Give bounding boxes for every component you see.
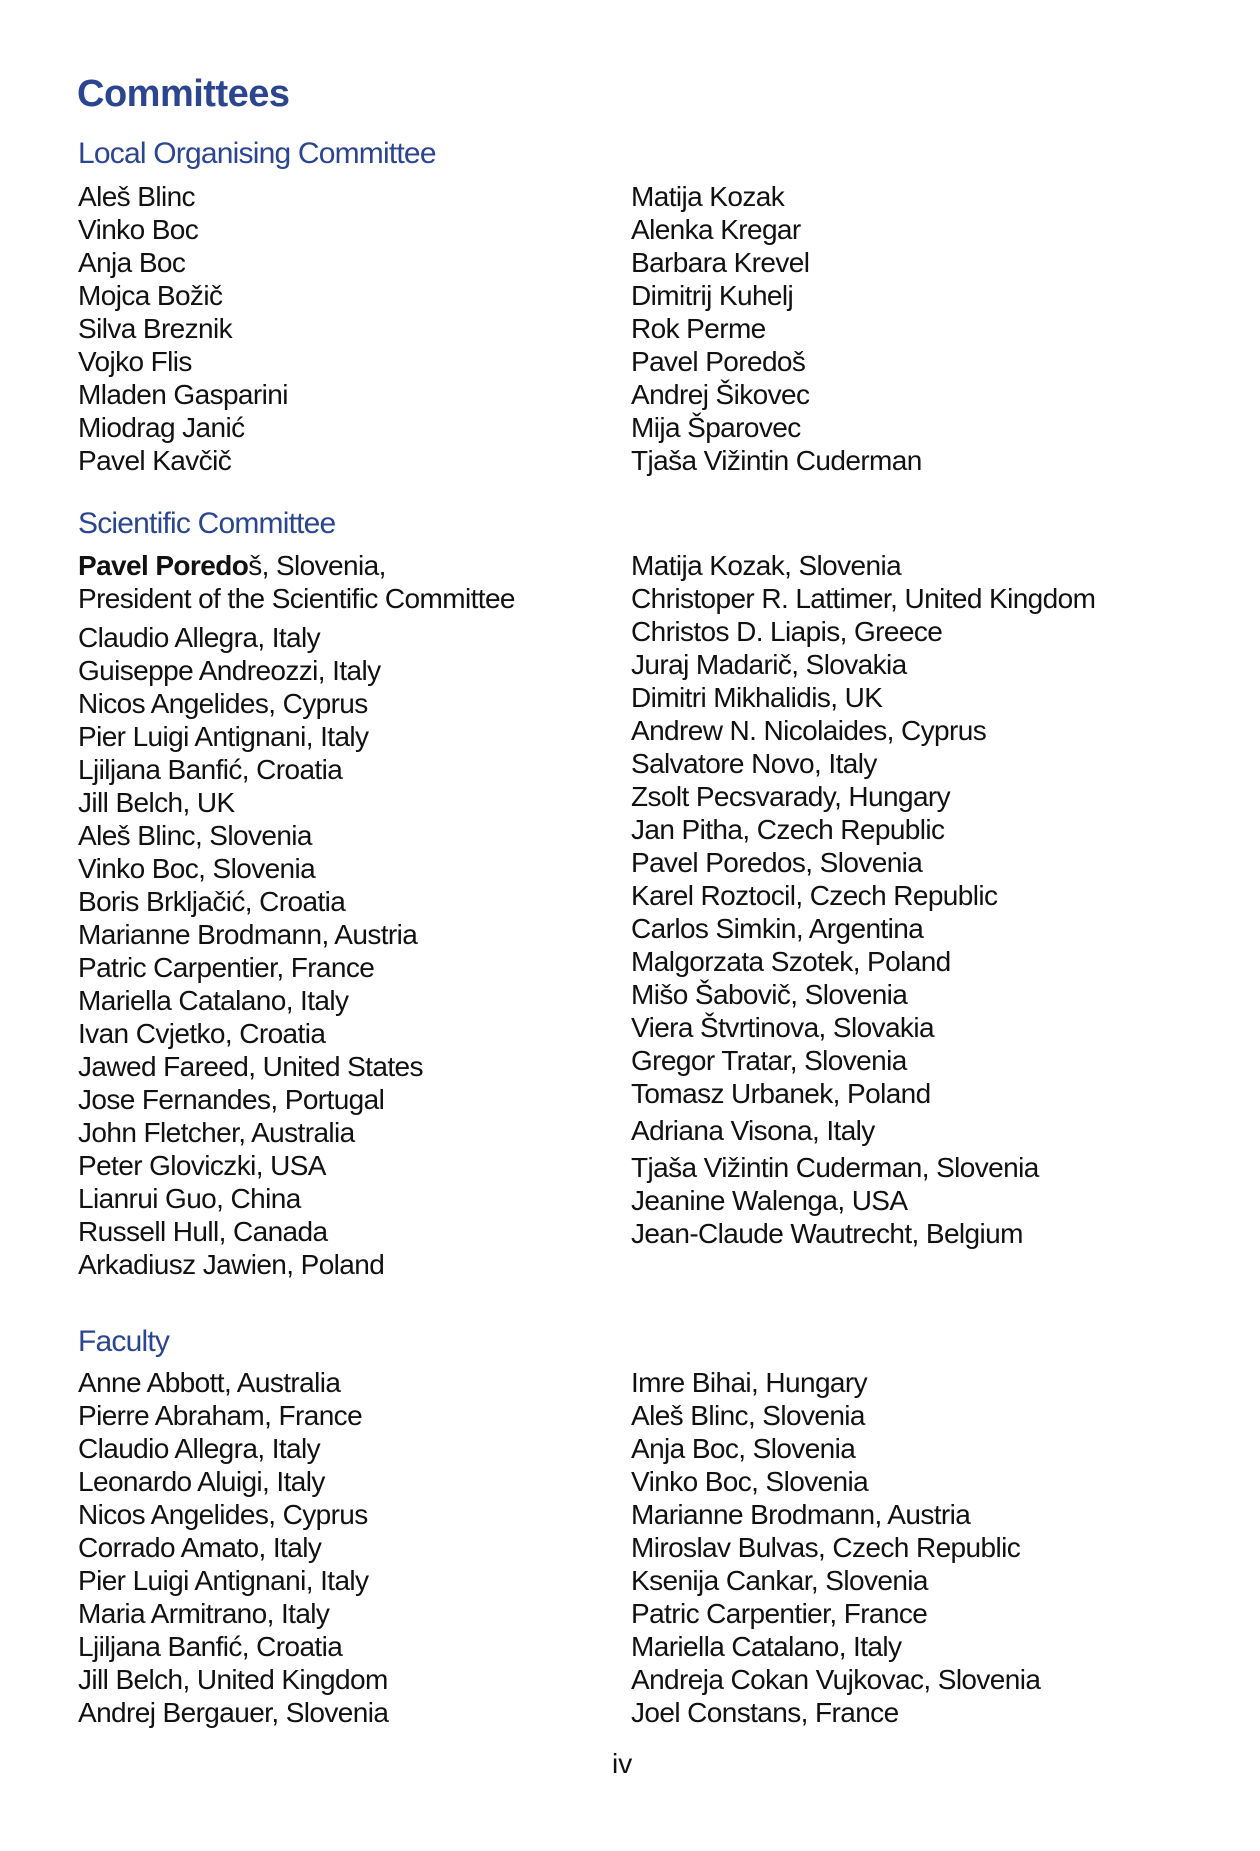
list-item: Tjaša Vižintin Cuderman, Slovenia — [631, 1152, 1039, 1183]
list-item: Andreja Cokan Vujkovac, Slovenia — [631, 1664, 1041, 1695]
list-item: Ivan Cvjetko, Croatia — [78, 1018, 326, 1049]
president-country: , Slovenia, — [261, 550, 386, 581]
list-item: Jill Belch, UK — [78, 787, 235, 818]
list-item: Andrej Bergauer, Slovenia — [78, 1697, 389, 1728]
list-item: Claudio Allegra, Italy — [78, 622, 321, 653]
scientific-right-column — [631, 549, 1095, 1250]
scientific-left-column — [78, 549, 515, 620]
loc-left-column — [78, 180, 288, 477]
list-item: Dimitri Mikhalidis, UK — [631, 682, 883, 713]
list-item: Ljiljana Banfić, Croatia — [78, 1631, 343, 1662]
list-item: Patric Carpentier, France — [631, 1598, 928, 1629]
list-item: Silva Breznik — [78, 313, 233, 344]
list-item: Gregor Tratar, Slovenia — [631, 1045, 907, 1076]
list-item: Jose Fernandes, Portugal — [78, 1084, 385, 1115]
list-item: Karel Roztocil, Czech Republic — [631, 880, 998, 911]
list-item: Imre Bihai, Hungary — [631, 1367, 868, 1398]
list-item: Mojca Božič — [78, 280, 223, 311]
list-item: Marianne Brodmann, Austria — [631, 1499, 971, 1530]
list-item: Miroslav Bulvas, Czech Republic — [631, 1532, 1021, 1563]
faculty-left-column — [78, 1366, 388, 1729]
list-item: Leonardo Aluigi, Italy — [78, 1466, 325, 1497]
list-item: John Fletcher, Australia — [78, 1117, 355, 1148]
list-item: Ljiljana Banfić, Croatia — [78, 754, 343, 785]
list-item: Anja Boc — [78, 247, 186, 278]
list-item: Jill Belch, United Kingdom — [78, 1664, 388, 1695]
list-item: Anne Abbott, Australia — [78, 1367, 341, 1398]
list-item: Pavel Poredoš — [631, 346, 806, 377]
list-item: Pier Luigi Antignani, Italy — [78, 721, 369, 752]
list-item: Jan Pitha, Czech Republic — [631, 814, 945, 845]
list-item: Pierre Abraham, France — [78, 1400, 363, 1431]
list-item: Pavel Kavčič — [78, 445, 232, 476]
list-item: Nicos Angelides, Cyprus — [78, 1499, 368, 1530]
list-item: Salvatore Novo, Italy — [631, 748, 877, 779]
list-item: Vojko Flis — [78, 346, 192, 377]
list-item: Boris Brkljačić, Croatia — [78, 886, 346, 917]
list-item: Pier Luigi Antignani, Italy — [78, 1565, 369, 1596]
list-item: Viera Štvrtinova, Slovakia — [631, 1012, 934, 1043]
list-item: Zsolt Pecsvarady, Hungary — [631, 781, 951, 812]
list-item: Tomasz Urbanek, Poland — [631, 1078, 931, 1109]
list-item: Marianne Brodmann, Austria — [78, 919, 418, 950]
list-item: Peter Gloviczki, USA — [78, 1150, 326, 1181]
list-item: Mladen Gasparini — [78, 379, 288, 410]
list-item: Vinko Boc, Slovenia — [78, 853, 316, 884]
list-item: Matija Kozak, Slovenia — [631, 550, 902, 581]
list-item: Claudio Allegra, Italy — [78, 1433, 321, 1464]
list-item: Russell Hull, Canada — [78, 1216, 328, 1247]
list-item: Lianrui Guo, China — [78, 1183, 301, 1214]
loc-right-column — [631, 180, 922, 477]
list-item: Jeanine Walenga, USA — [631, 1185, 908, 1216]
list-item: Aleš Blinc — [78, 181, 195, 212]
list-item: Mariella Catalano, Italy — [631, 1631, 902, 1662]
list-item: Pavel Poredos, Slovenia — [631, 847, 923, 878]
list-item: Christos D. Liapis, Greece — [631, 616, 943, 647]
list-item: Anja Boc, Slovenia — [631, 1433, 856, 1464]
list-item: Mišo Šabovič, Slovenia — [631, 979, 908, 1010]
list-item: Ksenija Cankar, Slovenia — [631, 1565, 928, 1596]
section-heading-local-organising-committee: Local Organising Committee — [78, 137, 436, 170]
list-item: Mariella Catalano, Italy — [78, 985, 349, 1016]
page-title: Committees — [77, 73, 290, 115]
list-item: Arkadiusz Jawien, Poland — [78, 1249, 385, 1280]
faculty-right-column — [631, 1366, 1040, 1729]
list-item: Mija Šparovec — [631, 412, 801, 443]
list-item: Andrej Šikovec — [631, 379, 810, 410]
list-item: Jawed Fareed, United States — [78, 1051, 423, 1082]
list-item: Miodrag Janić — [78, 412, 245, 443]
list-item: Aleš Blinc, Slovenia — [631, 1400, 865, 1431]
list-item: Juraj Madarič, Slovakia — [631, 649, 907, 680]
list-item: Carlos Simkin, Argentina — [631, 913, 924, 944]
page-number: iv — [612, 1748, 633, 1779]
list-item: Vinko Boc, Slovenia — [631, 1466, 869, 1497]
list-item: Matija Kozak — [631, 181, 785, 212]
list-item: Christoper R. Lattimer, United Kingdom — [631, 583, 1096, 614]
list-item: Corrado Amato, Italy — [78, 1532, 322, 1563]
list-item: Andrew N. Nicolaides, Cyprus — [631, 715, 987, 746]
list-item: Patric Carpentier, France — [78, 952, 375, 983]
list-item: Rok Perme — [631, 313, 766, 344]
list-item: Guiseppe Andreozzi, Italy — [78, 655, 381, 686]
president-name-suffix: š — [248, 550, 262, 581]
list-item: Jean-Claude Wautrecht, Belgium — [631, 1218, 1023, 1249]
section-heading-faculty: Faculty — [78, 1325, 170, 1358]
president-role: President of the Scientific Committee — [78, 583, 515, 614]
list-item: Joel Constans, France — [631, 1697, 899, 1728]
scientific-left-members — [78, 621, 423, 1281]
list-item: Vinko Boc — [78, 214, 199, 245]
list-item: Malgorzata Szotek, Poland — [631, 946, 951, 977]
section-heading-scientific-committee: Scientific Committee — [78, 507, 336, 540]
list-item: Maria Armitrano, Italy — [78, 1598, 330, 1629]
president-entry — [78, 549, 515, 582]
list-item: Tjaša Vižintin Cuderman — [631, 445, 922, 476]
list-item: Barbara Krevel — [631, 247, 810, 278]
president-name: Pavel Poredo — [78, 550, 249, 581]
list-item: Alenka Kregar — [631, 214, 801, 245]
list-item: Dimitrij Kuhelj — [631, 280, 794, 311]
list-item: Nicos Angelides, Cyprus — [78, 688, 368, 719]
list-item: Aleš Blinc, Slovenia — [78, 820, 312, 851]
list-item: Adriana Visona, Italy — [631, 1115, 875, 1146]
